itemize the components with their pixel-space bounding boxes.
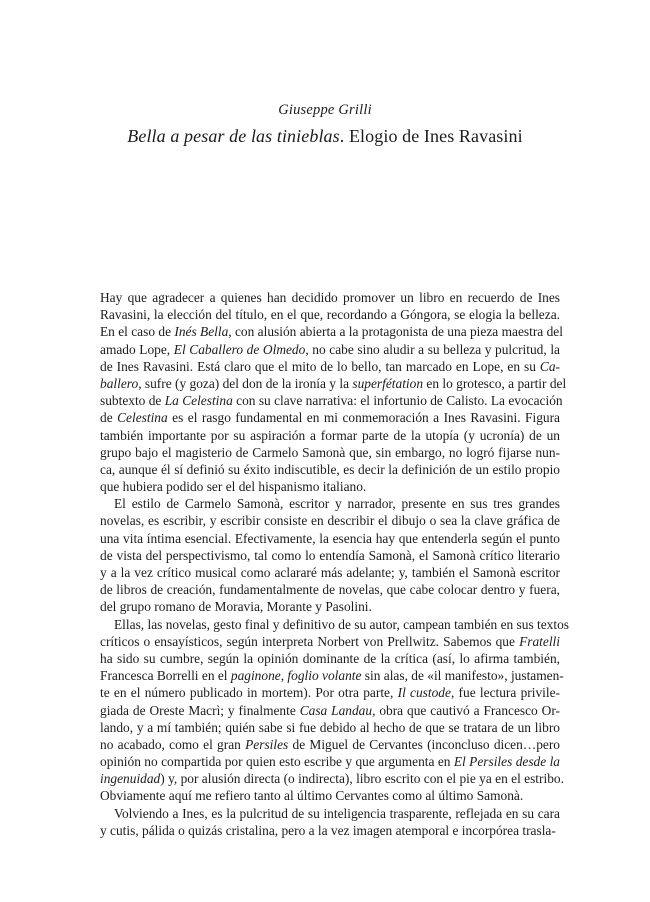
text-segment: de: [100, 410, 118, 426]
text-segment: de libros de creación, fundamentalmente de novelas, que cabe colocar dentro y fuera,: [100, 582, 560, 598]
text-segment: una vita íntima esencial. Efectivamente, la esencia hay que entenderla según el punto: [100, 530, 560, 546]
text-segment: con su clave narrativa: el infortunio de Calisto. La evocación: [232, 393, 563, 409]
article-title: [0, 126, 650, 147]
text-segment: lando, y a mí también; quién sabe si fue debido al hecho de que se tratara de un libro: [100, 719, 560, 735]
text-segment: y cutis, pálida o quizás cristalina, pero a la vez imagen atemporal e incorpórea trasla-: [100, 822, 556, 838]
text-segment: Obviamente aquí me refiero tanto al último Cervantes como al último Samonà.: [100, 788, 524, 804]
text-line: [100, 650, 560, 667]
text-line: [100, 684, 560, 701]
author-name: Giuseppe Grilli: [278, 102, 372, 118]
italic-segment: ballero: [100, 375, 139, 391]
text-segment: sin alas, de «il manifesto», justamen-: [361, 668, 564, 684]
text-segment: también importante por su aspiración a formar parte de la utopía (y ucronía) de un: [100, 427, 560, 443]
italic-segment: Celestina: [117, 410, 168, 426]
text-segment: que hubiera podido ser el del hispanismo italiano.: [100, 479, 367, 495]
text-segment: te en el número publicado in mortem). Por otra parte,: [100, 685, 398, 701]
text-segment: , no cabe sino aludir a su belleza y pulcritud, la: [305, 341, 560, 357]
text-segment: es el rasgo fundamental en mi conmemoración a Ines Ravasini. Figura: [167, 410, 560, 426]
text-line: [100, 736, 560, 753]
italic-segment: El Persiles desde la: [453, 754, 560, 770]
text-segment: de vista del perspectivismo, tal como lo entendía Samonà, el Samonà crítico literario: [100, 547, 560, 563]
text-line: [100, 392, 563, 409]
text-line: [100, 616, 570, 633]
text-line: [100, 633, 560, 650]
text-segment: Volviendo a Ines, es la pulcritud de su inteligencia trasparente, reflejada en su cara: [114, 805, 560, 821]
italic-segment: superfétation: [352, 375, 424, 391]
text-segment: de Ines Ravasini. Está claro que el mito de lo bello, tan marcado en Lope, en su: [100, 358, 540, 374]
text-line: [100, 564, 560, 581]
italic-segment: La Celestina: [164, 393, 233, 409]
text-segment: del grupo romano de Moravia, Morante y Pasolini.: [100, 599, 372, 615]
text-segment: Francesca Borrelli en el: [100, 668, 231, 684]
text-segment: subtexto de: [100, 393, 165, 409]
text-segment: Ravasini, la elección del título, en el que, recordando a Góngora, se elogia la belleza.: [100, 307, 560, 323]
italic-segment: Persiles: [245, 736, 289, 752]
text-segment: ,: [280, 668, 288, 684]
text-segment: giada de Oreste Macrì; y finalmente: [100, 702, 300, 718]
text-line: [100, 822, 560, 839]
text-line: [100, 770, 564, 787]
text-segment: En el caso de: [100, 324, 175, 340]
text-line: [100, 495, 560, 512]
text-segment: opinión no compartida por quien esto escribe y que argumenta en: [100, 754, 454, 770]
text-segment: amado Lope,: [100, 341, 174, 357]
text-line: [100, 358, 560, 375]
text-line: [100, 427, 560, 444]
text-segment: El estilo de Carmelo Samonà, escritor y narrador, presente en sus tres grandes: [114, 496, 560, 512]
text-segment: ) y, por alusión directa (o indirecta), libro escrito con el pie ya en el estribo.: [160, 771, 564, 787]
text-line: [100, 702, 560, 719]
italic-segment: Ca-: [539, 358, 560, 374]
text-line: [100, 805, 560, 822]
italic-segment: Inés Bella: [174, 324, 229, 340]
text-line: [100, 461, 560, 478]
text-line: [100, 547, 560, 564]
italic-segment: El Caballero de Olmedo: [173, 341, 306, 357]
text-segment: Hay que agradecer a quienes han decidido promover un libro en recuerdo de Ines: [100, 290, 560, 305]
title-italic-part: Bella a pesar de las tinieblas: [127, 126, 340, 146]
text-segment: , fue lectura privile-: [450, 685, 560, 701]
text-line: [100, 581, 560, 598]
text-segment: novelas, es escribir, y escribir consiste en describir el dibujo o sea la clave gráfica de: [100, 513, 560, 529]
text-line: [100, 375, 567, 392]
italic-segment: ingenuidad: [100, 771, 161, 787]
text-segment: , sufre (y goza) del don de la ironía y la: [138, 375, 353, 391]
text-segment: , con alusión abierta a la protagonista de una pieza maestra del: [228, 324, 563, 340]
text-line: [100, 719, 560, 736]
text-segment: Ellas, las novelas, gesto final y definitivo de su autor, campean también en sus textos: [114, 616, 570, 632]
text-line: [100, 478, 560, 495]
text-line: [100, 753, 560, 770]
italic-segment: paginone: [230, 668, 281, 684]
text-line: [100, 598, 560, 615]
text-line: [100, 667, 564, 684]
body-text: [100, 289, 570, 839]
italic-segment: Il custode: [397, 685, 451, 701]
text-segment: críticos o ensayísticos, según interpreta Norbert von Prellwitz. Sabemos que: [100, 633, 520, 649]
title-rest-part: . Elogio de Ines Ravasini: [339, 126, 523, 146]
text-line: [100, 323, 563, 340]
text-segment: en lo grotesco, a partir del: [423, 375, 567, 391]
text-segment: , obra que cautivó a Francesco Or-: [372, 702, 560, 718]
text-line: [100, 306, 560, 323]
italic-segment: Casa Landau: [299, 702, 373, 718]
text-segment: grupo bajo el magisterio de Carmelo Samonà que, sin embargo, no logró fijarse nun-: [100, 444, 560, 460]
text-segment: de Miguel de Cervantes (inconcluso dicen…pero: [288, 736, 560, 752]
text-line: [100, 409, 560, 426]
text-line: [100, 341, 560, 358]
italic-segment: Fratelli: [519, 633, 560, 649]
text-segment: y a la vez crítico musical como aclararé más adelante; y, también el Samonà escritor: [100, 565, 560, 580]
text-line: [100, 787, 560, 804]
text-segment: ha sido su cumbre, según la opinión dominante de la crítica (así, lo afirma también,: [100, 650, 560, 666]
text-line: [100, 530, 560, 547]
text-line: [100, 512, 560, 529]
italic-segment: foglio volante: [287, 668, 362, 684]
text-segment: ca, aunque él sí definió su éxito indiscutible, es decir la definición de un estilo propio: [100, 461, 560, 477]
text-segment: no acabado, como el gran: [100, 736, 246, 752]
text-line: [100, 444, 560, 461]
text-line: [100, 289, 560, 306]
